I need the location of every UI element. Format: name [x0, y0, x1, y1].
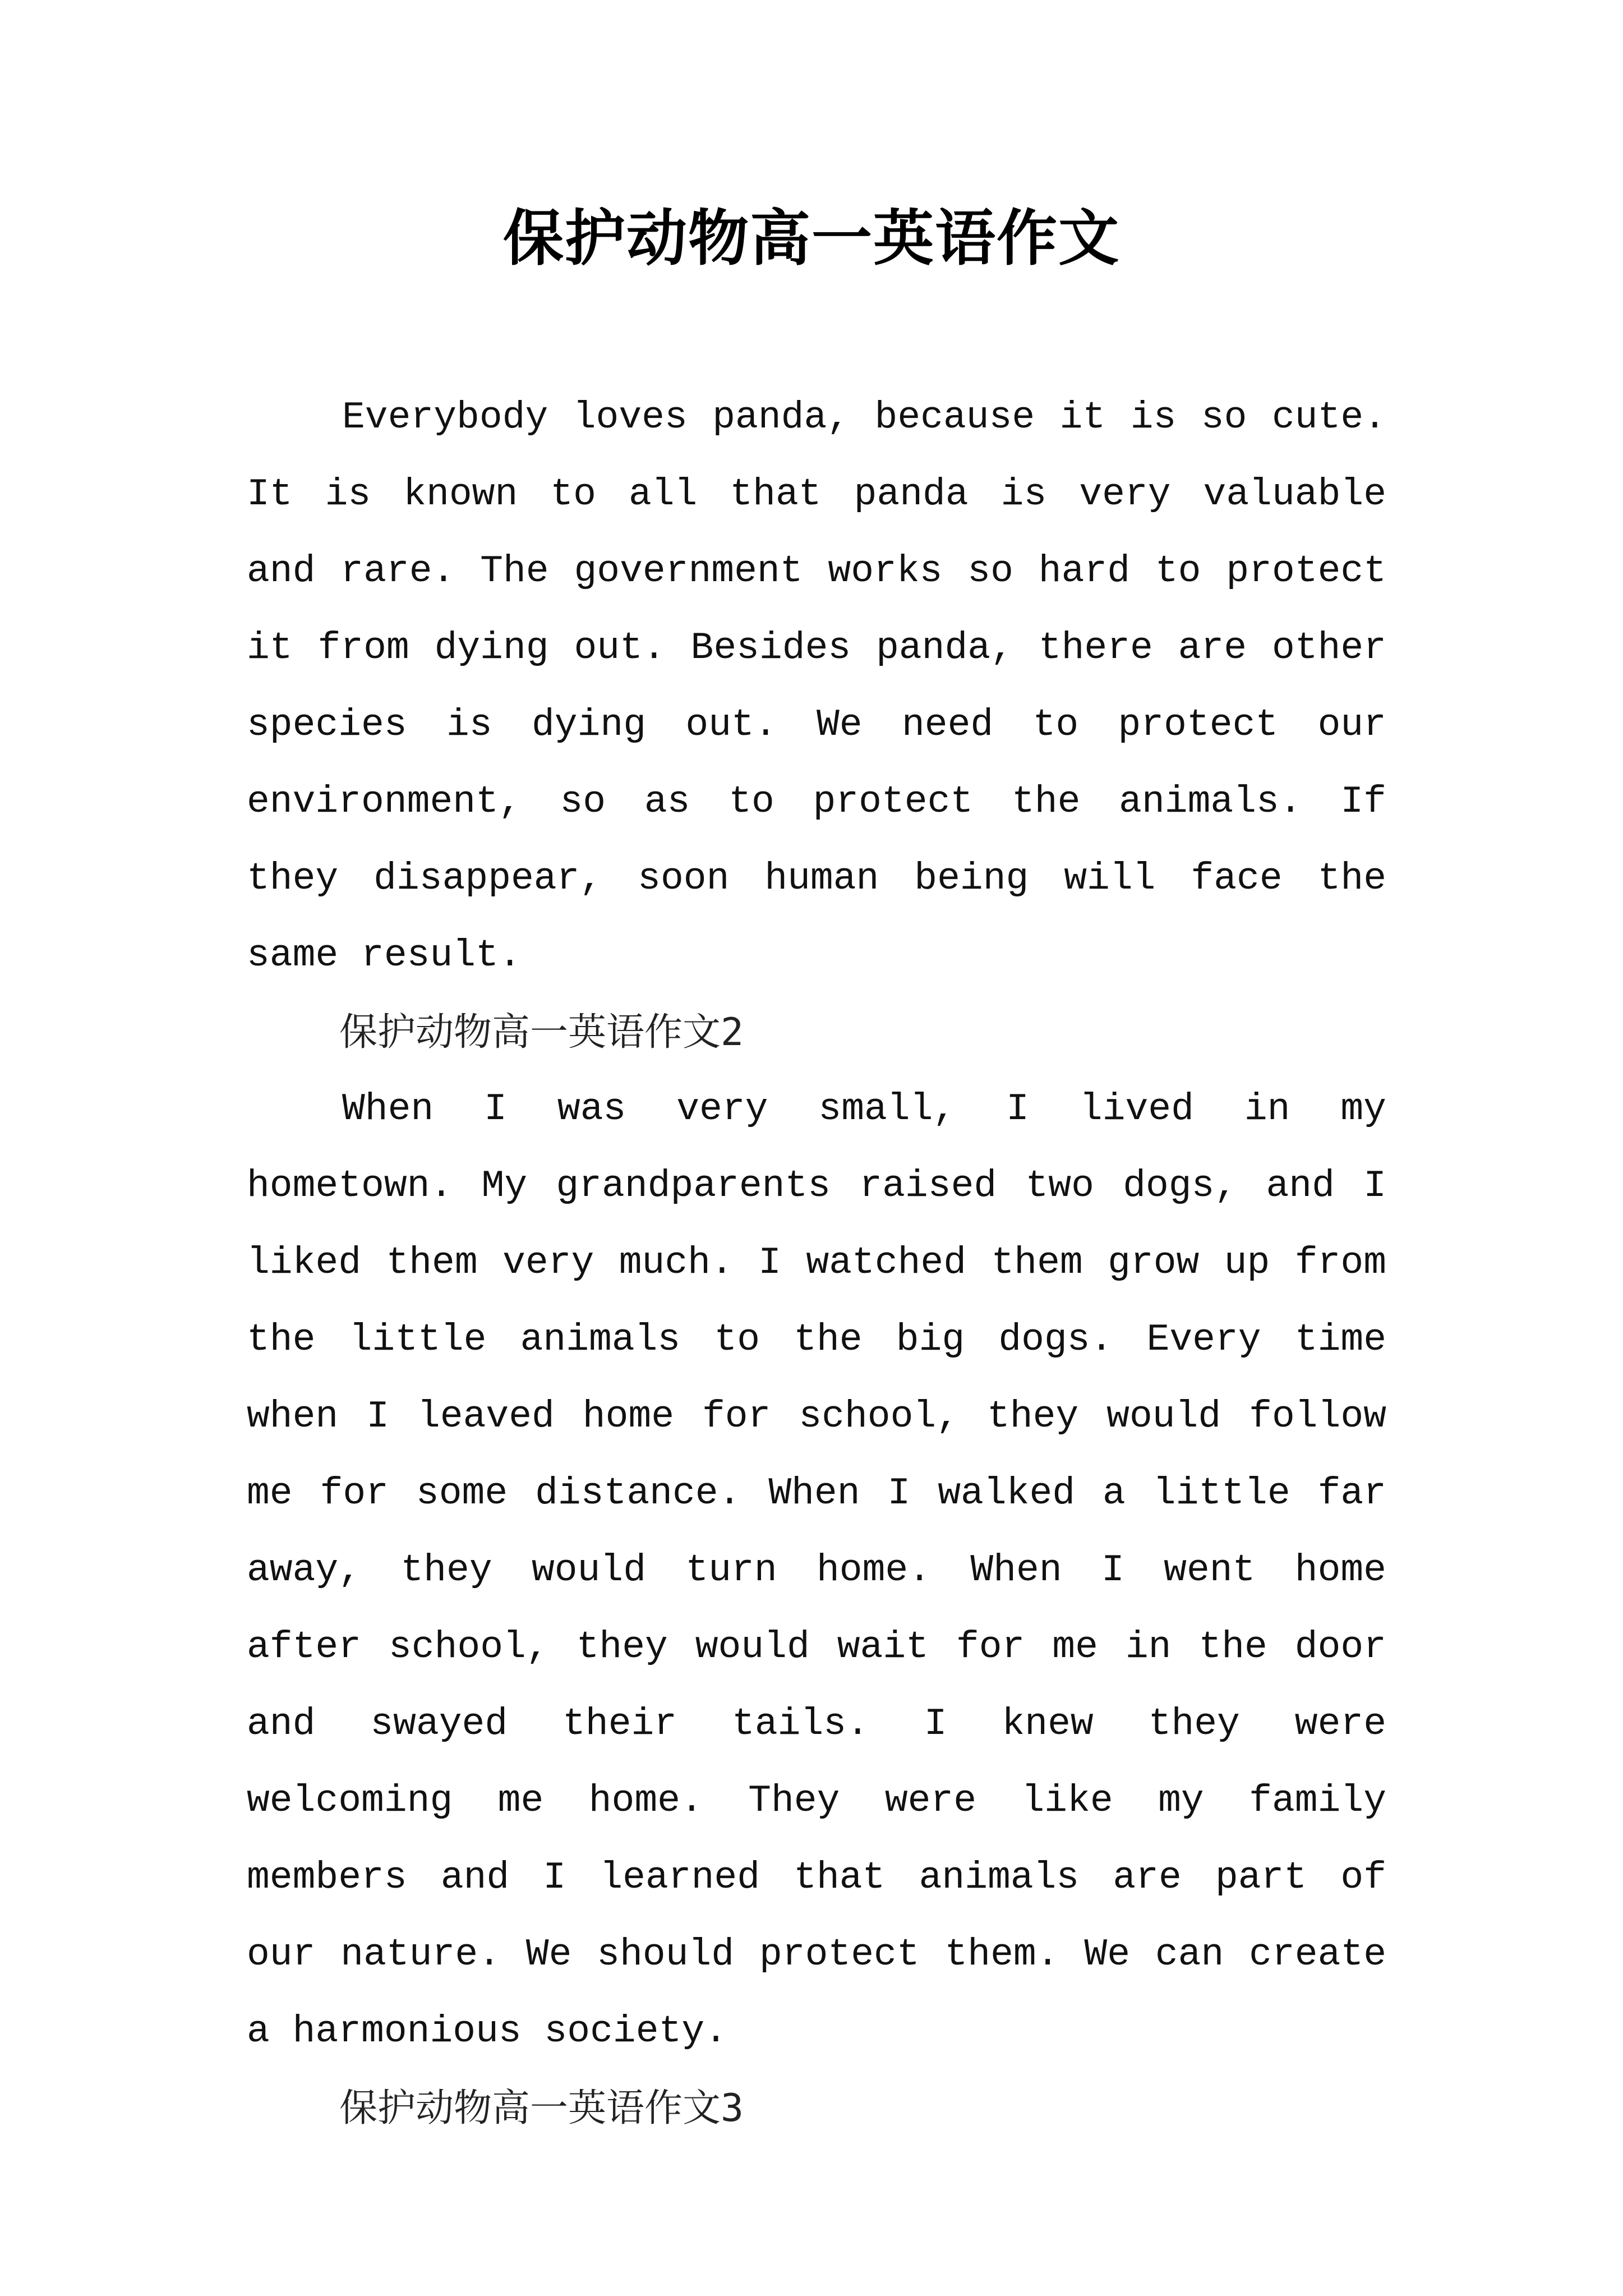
essay-1-paragraph: Everybody loves panda, because it is so cute. It is known to all that panda is very valuable and rare. The government works so hard to protect it from dying out. Besides panda, there are other species is dying out. We need to protect our environment, so as to protect the animals. If they disappear, soon human being will face the same result.	[247, 396, 1386, 977]
document-title: 保护动物高一英语作文	[502, 203, 1120, 274]
essay-2-paragraph: When I was very small, I lived in my hometown. My grandparents raised two dogs, and I liked them very much. I watched them grow up from the little animals to the big dogs. Every time when I leaved home for school, they would follow me for some distance. When I walked a little far away, they would turn home. When I went home after school, they would wait for me in the door and swayed their tails. I knew they were welcoming me home. They were like my family members and I learned that animals are part of our nature. We should protect them. We can create a harmonious society.	[247, 1088, 1386, 2053]
document-body	[247, 379, 1386, 2147]
essay-2-heading: 保护动物高一英语作文2	[339, 1010, 744, 1055]
essay-3-heading: 保护动物高一英语作文3	[339, 2086, 744, 2131]
